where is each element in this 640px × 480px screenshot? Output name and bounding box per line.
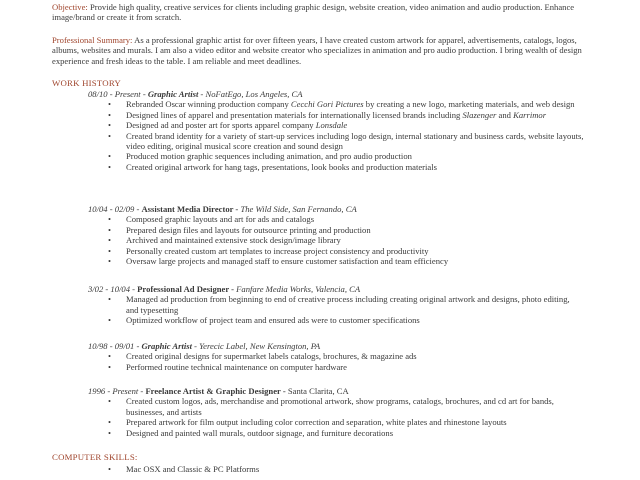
job-dates: 08/10 - Present -	[88, 89, 148, 99]
skills-list	[52, 464, 612, 474]
job-dates: 10/04 - 02/09 -	[88, 204, 142, 214]
list-item: • Designed lines of apparel and presentation materials for internationally licensed brands including Slazenger and Karrimor	[52, 110, 612, 120]
list-item: • Optimized workflow of project team and ensured ads were to customer specifications	[52, 315, 612, 325]
work-history-title: WORK HISTORY	[52, 78, 121, 88]
list-item: • Produced motion graphic sequences including animation, and pro audio production	[52, 151, 612, 161]
list-item: • Created original designs for supermarket labels catalogs, brochures, & magazine ads	[52, 351, 612, 361]
job-dates: 10/98 - 09/01 -	[88, 341, 142, 351]
list-item: • Personally created custom art templates to increase project consistency and productivity	[52, 246, 612, 256]
summary-label: Professional Summary:	[52, 35, 133, 45]
job-title: Graphic Artist -	[141, 341, 200, 351]
objective-section	[52, 2, 597, 23]
job-bullets	[52, 396, 612, 438]
job-title: Professional Ad Designer -	[137, 284, 237, 294]
list-item: • Performed routine technical maintenance on computer hardware	[52, 362, 612, 372]
job-title: Assistant Media Director -	[141, 204, 241, 214]
job-company: Yerecic Label, New Kensington, PA	[199, 341, 321, 351]
list-item: • Managed ad production from beginning to end of creative process including creating original artwork and designs, photo editing, and typesetting	[52, 294, 612, 315]
job-company: Fanfare Media Works, Valencia, CA	[236, 284, 361, 294]
job-title: Graphic Artist -	[147, 89, 206, 99]
list-item: • Created original artwork for hang tags, presentations, look books and production materials	[52, 162, 612, 172]
list-item: • Designed and painted wall murals, outdoor signage, and furniture decorations	[52, 428, 612, 438]
job-company: Santa Clarita, CA	[287, 386, 349, 396]
list-item: • Composed graphic layouts and art for ads and catalogs	[52, 214, 612, 224]
job-header	[52, 341, 612, 351]
computer-skills-title: COMPUTER SKILLS:	[52, 452, 138, 462]
list-item: • Oversaw large projects and managed staff to ensure customer satisfaction and team efficiency	[52, 256, 612, 266]
job-bullets	[52, 99, 612, 172]
list-item: • Created custom logos, ads, merchandise and promotional artwork, show programs, catalogs, brochures, and cd art for bands, businesses, and artists	[52, 396, 612, 417]
job-entry	[52, 341, 612, 372]
job-header	[52, 284, 612, 294]
list-item: • Prepared artwork for film output including color correction and separation, white plates and rhinestone layouts	[52, 417, 612, 427]
job-company: The Wild Side, San Fernando, CA	[240, 204, 357, 214]
objective-label: Objective:	[52, 2, 88, 12]
list-item: • Mac OSX and Classic & PC Platforms	[52, 464, 612, 474]
job-dates: 1996 - Present -	[88, 386, 146, 396]
summary-text: As a professional graphic artist for over fifteen years, I have created custom artwork for apparel, advertisements, catalogs, logos, albums, websites and murals. I am also a video editor and website creator who specializes in animation and pro audio production. I bring wealth of design experience and fresh ideas to the table. I am reliable and meet deadlines.	[52, 35, 582, 66]
job-entry	[52, 386, 612, 438]
list-item: • Designed ad and poster art for sports apparel company Lonsdale	[52, 120, 612, 130]
list-item: • Prepared design files and layouts for outsource printing and production	[52, 225, 612, 235]
job-bullets	[52, 351, 612, 372]
job-bullets	[52, 214, 612, 266]
objective-text: Provide high quality, creative services for clients including graphic design, website creation, video animation and audio production. Enhance image/brand or create it from scratch.	[52, 2, 575, 23]
job-entry	[52, 89, 612, 172]
job-title: Freelance Artist & Graphic Designer -	[145, 386, 288, 396]
summary-section	[52, 35, 597, 66]
job-header	[52, 386, 612, 396]
list-item: • Created brand identity for a variety of start-up services including logo design, internal stationary and business cards, website layouts, video editing, original musical score creation and sound design	[52, 131, 612, 152]
job-header	[52, 204, 612, 214]
list-item: • Archived and maintained extensive stock design/image library	[52, 235, 612, 245]
job-header	[52, 89, 612, 99]
list-item: • Rebranded Oscar winning production company Cecchi Gori Pictures by creating a new logo, marketing materials, and web design	[52, 99, 612, 109]
job-entry	[52, 204, 612, 266]
job-bullets	[52, 294, 612, 325]
job-dates: 3/02 - 10/04 -	[88, 284, 138, 294]
job-entry	[52, 284, 612, 326]
job-company: NoFatEgo, Los Angeles, CA	[205, 89, 303, 99]
